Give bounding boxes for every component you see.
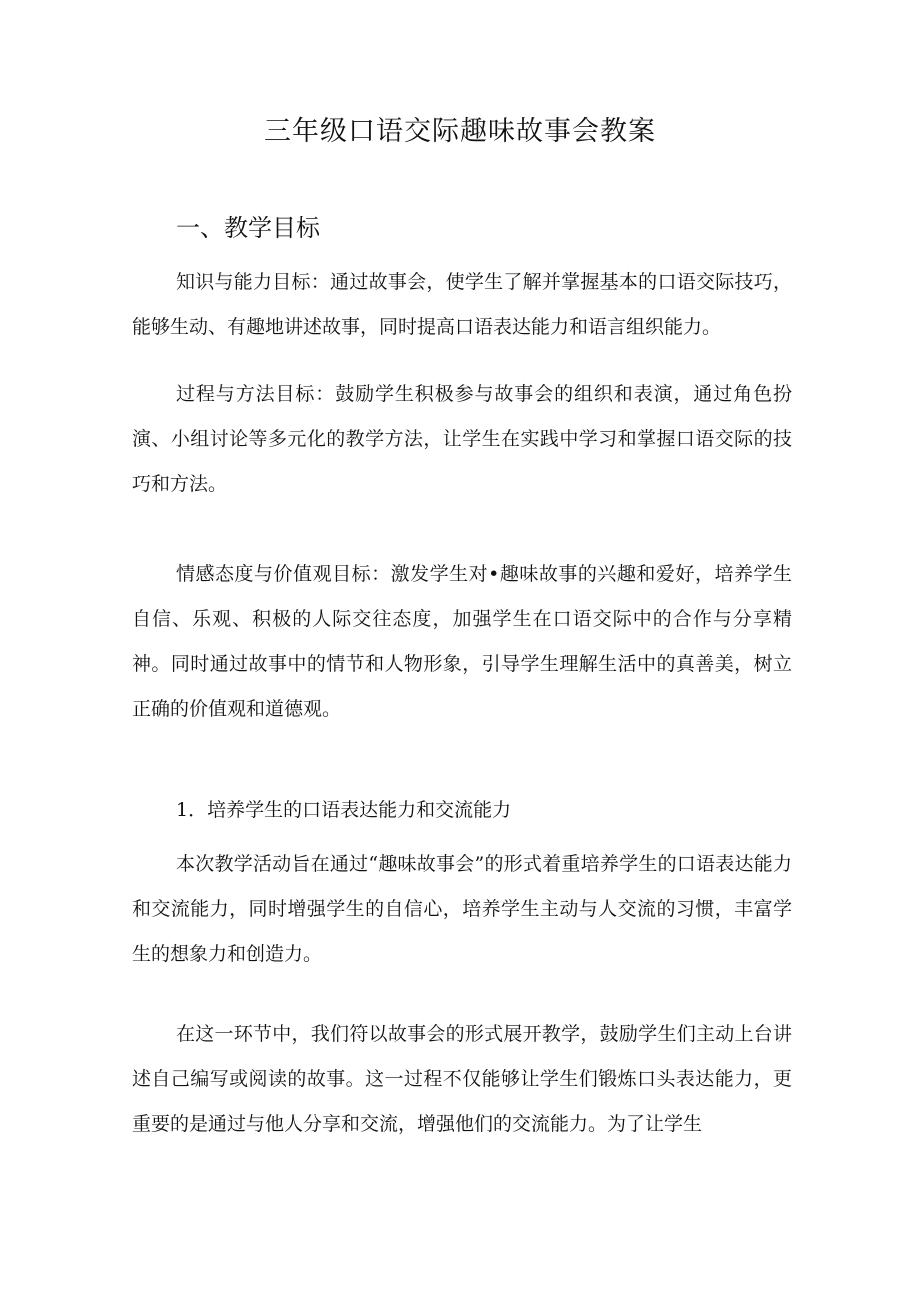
paragraph-process-goal: 过程与方法目标：鼓励学生积极参与故事会的组织和表演，通过角色扮演、小组讨论等多元化的教学方法，让学生在实践中学习和掌握口语交际的技巧和方法。 [132, 383, 792, 495]
document-title: 三年级口语交际趣味故事会教案 [264, 116, 656, 147]
paragraph-knowledge-goal: 知识与能力目标：通过故事会，使学生了解并掌握基本的口语交际技巧，能够生动、有趣地讲述故事，同时提高口语表达能力和语言组织能力。 [132, 271, 792, 338]
paragraph-emotion-goal: 情感态度与价值观目标：激发学生对•趣味故事的兴趣和爱好，培养学生自信、乐观、积极的人际交往态度，加强学生在口语交际中的合作与分享精神。同时通过故事中的情节和人物形象，引导学生理解生活中的真善美，树立正确的价值观和道德观。 [132, 563, 792, 720]
section-heading-teaching-goals: 一、教学目标 [176, 214, 320, 242]
paragraph-activity-purpose: 本次教学活动旨在通过“趣味故事会”的形式着重培养学生的口语表达能力和交流能力，同时增强学生的自信心，培养学生主动与人交流的习惯，丰富学生的想象力和创造力。 [132, 853, 792, 965]
paragraph-story-session: 在这一环节中，我们符以故事会的形式展开教学，鼓励学生们主动上台讲述自己编写或阅读的故事。这一过程不仅能够让学生们锻炼口头表达能力，更重要的是通过与他人分享和交流，增强他们的交流能力。为了让学生 [132, 1023, 792, 1135]
subsection-heading-oral-expression: 1．培养学生的口语表达能力和交流能力 [176, 799, 512, 821]
